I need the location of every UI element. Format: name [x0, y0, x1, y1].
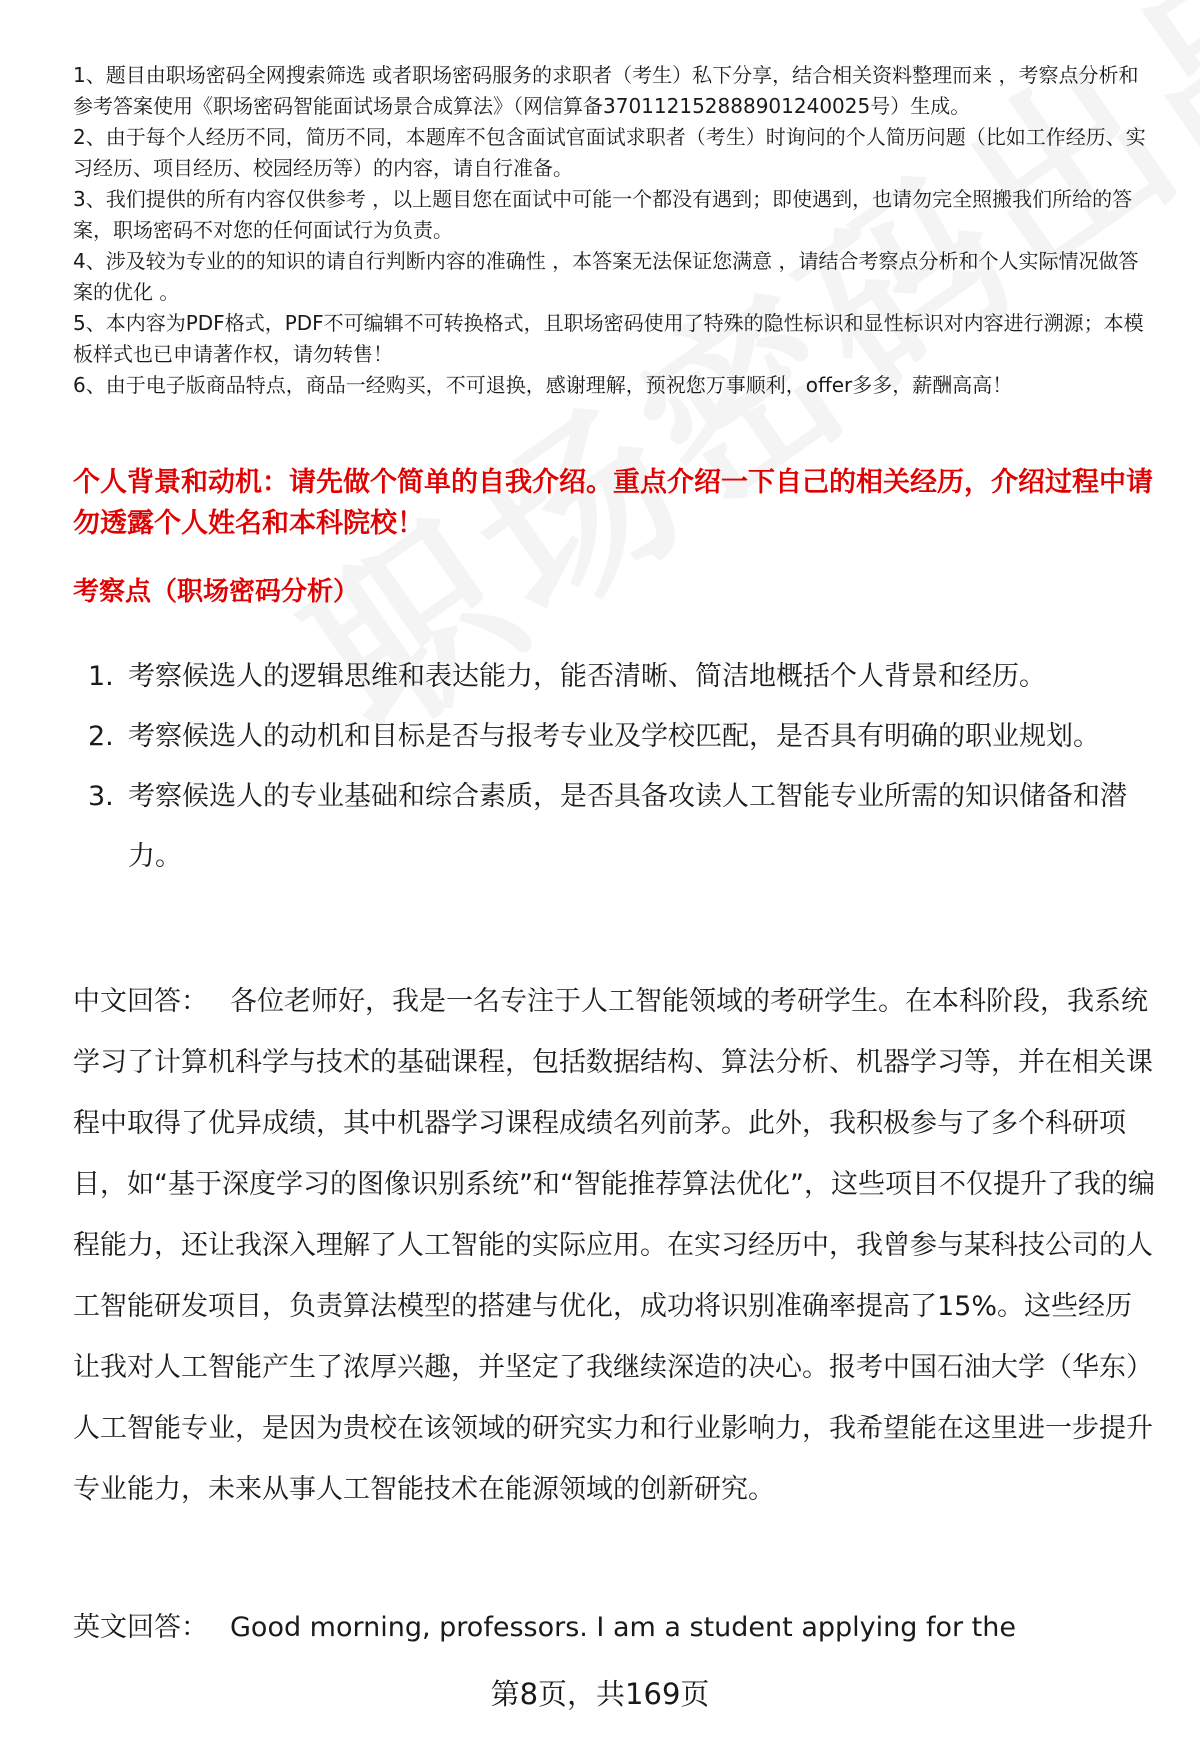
chinese-answer-text: 各位老师好，我是一名专注于人工智能领域的考研学生。在本科阶段，我系统学习了计算机科学与技术的基础课程，包括数据结构、算法分析、机器学习等，并在相关课程中取得了优异成绩，其中机器学习课程成绩名列前茅。此外，我积极参与了多个科研项目，如“基于深度学习的图像识别系统”和“智能推荐算法优化”，这些项目不仅提升了我的编程能力，还让我深入理解了人工智能的实际应用。在实习经历中，我曾参与某科技公司的人工智能研发项目，负责算法模型的搭建与优化，成功将识别准确率提高了15%。这些经历让我对人工智能产生了浓厚兴趣，并坚定了我继续深造的决心。报考中国石油大学（华东）人工智能专业，是因为贵校在该领域的研究实力和行业影响力，我希望能在这里进一步提升专业能力，未来从事人工智能技术在能源领域的创新研究。: [73, 986, 1155, 1505]
key-point-item: [88, 707, 1153, 767]
english-answer-label: 英文回答：: [73, 1612, 208, 1643]
notice-item: 1、题目由职场密码全网搜索筛选 或者职场密码服务的求职者（考生）私下分享，结合相关资料整理而来 ，考察点分析和参考答案使用《职场密码智能面试场景合成算法》（网信算备370112152888901240025号）生成。: [73, 63, 1139, 118]
key-point-number: 3.: [88, 781, 114, 812]
key-point-text: 考察候选人的逻辑思维和表达能力，能否清晰、简洁地概括个人背景和经历。: [128, 661, 1046, 692]
key-point-text: 考察候选人的动机和目标是否与报考专业及学校匹配，是否具有明确的职业规划。: [128, 721, 1100, 752]
notice-item: 2、由于每个人经历不同，简历不同，本题库不包含面试官面试求职者（考生）时询问的个人简历问题（比如工作经历、实习经历、项目经历、校园经历等）的内容，请自行准备。: [73, 125, 1146, 180]
key-point-item: [88, 767, 1153, 887]
key-point-number: 2.: [88, 721, 114, 752]
notice-section: [73, 60, 1158, 401]
key-points-list: [88, 647, 1153, 887]
notice-item: 5、本内容为PDF格式，PDF不可编辑不可转换格式，且职场密码使用了特殊的隐性标识和显性标识对内容进行溯源；本模板样式也已申请著作权，请勿转售！: [73, 311, 1144, 366]
question-title: 个人背景和动机：请先做个简单的自我介绍。重点介绍一下自己的相关经历，介绍过程中请勿透露个人姓名和本科院校！: [73, 467, 1153, 539]
key-point-item: [88, 647, 1153, 707]
notice-item: 3、我们提供的所有内容仅供参考 ，以上题目您在面试中可能一个都没有遇到；即使遇到，也请勿完全照搬我们所给的答案，职场密码不对您的任何面试行为负责。: [73, 187, 1133, 242]
key-points-title: 考察点（职场密码分析）: [73, 577, 360, 607]
chinese-answer-label: 中文回答：: [73, 986, 208, 1017]
chinese-answer: [73, 971, 1158, 1520]
english-answer: [73, 1608, 1158, 1648]
english-answer-text: Good morning, professors. I am a student applying for the: [230, 1612, 1016, 1643]
page-number: 第8页，共169页: [490, 1677, 710, 1711]
notice-item: 6、由于电子版商品特点，商品一经购买，不可退换，感谢理解，预祝您万事顺利，offer多多，薪酬高高！: [73, 373, 1013, 397]
key-point-number: 1.: [88, 661, 114, 692]
notice-item: 4、涉及较为专业的的知识的请自行判断内容的准确性 ，本答案无法保证您满意 ，请结合考察点分析和个人实际情况做答案的优化 。: [73, 249, 1139, 304]
key-point-text: 考察候选人的专业基础和综合素质，是否具备攻读人工智能专业所需的知识储备和潜力。: [128, 781, 1127, 872]
